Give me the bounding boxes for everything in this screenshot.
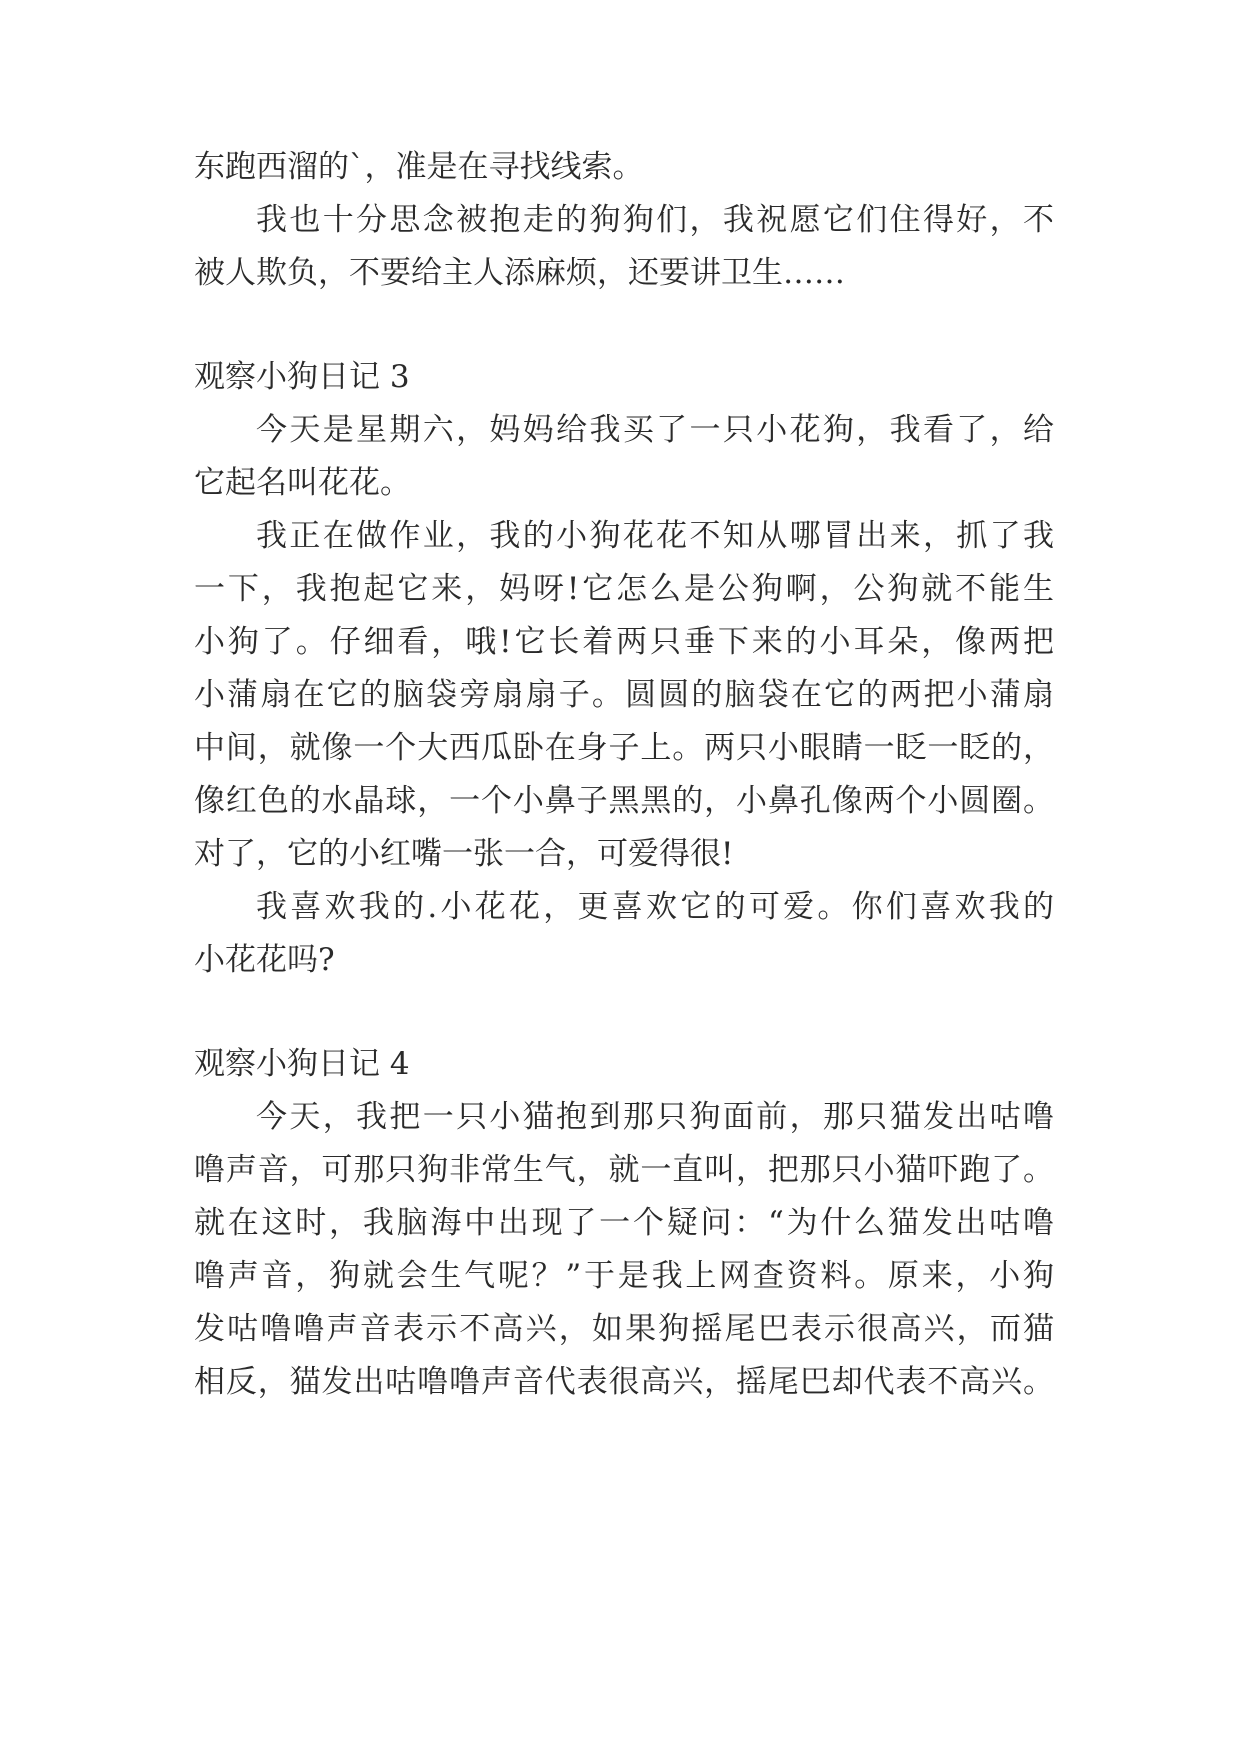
paragraph-line: 小狗了。仔细看，哦!它长着两只垂下来的小耳朵，像两把 [194,624,1054,660]
paragraph-line: 我喜欢我的.小花花，更喜欢它的可爱。你们喜欢我的 [256,889,1054,925]
paragraph-line: 相反，猫发出咕噜噜声音代表很高兴，摇尾巴却代表不高兴。 [194,1364,1054,1400]
paragraph-line: 对了，它的小红嘴一张一合，可爱得很! [194,836,734,872]
paragraph-line: 它起名叫花花。 [194,465,411,501]
paragraph-line: 发咕噜噜声音表示不高兴，如果狗摇尾巴表示很高兴，而猫 [194,1311,1054,1347]
paragraph-line: 我也十分思念被抱走的狗狗们，我祝愿它们住得好，不 [256,202,1054,238]
paragraph-line: 就在这时，我脑海中出现了一个疑问：“为什么猫发出咕噜 [194,1205,1054,1241]
paragraph-line: 像红色的水晶球，一个小鼻子黑黑的，小鼻孔像两个小圆圈。 [194,783,1054,819]
paragraph-line: 一下，我抱起它来，妈呀!它怎么是公狗啊，公狗就不能生 [194,571,1054,607]
paragraph-line: 小花花吗? [194,942,335,978]
section-title: 观察小狗日记 4 [194,1046,410,1082]
paragraph-line: 小蒲扇在它的脑袋旁扇扇子。圆圆的脑袋在它的两把小蒲扇 [194,677,1054,713]
paragraph-line: 我正在做作业，我的小狗花花不知从哪冒出来，抓了我 [256,518,1054,554]
paragraph-line: 今天是星期六，妈妈给我买了一只小花狗，我看了，给 [256,412,1054,448]
paragraph-line: 东跑西溜的`，准是在寻找线索。 [194,149,644,185]
section-title: 观察小狗日记 3 [194,359,410,395]
paragraph-line: 中间，就像一个大西瓜卧在身子上。两只小眼睛一眨一眨的， [194,730,1054,766]
paragraph-line: 噜声音，狗就会生气呢？”于是我上网查资料。原来，小狗 [194,1258,1054,1294]
paragraph-line: 被人欺负，不要给主人添麻烦，还要讲卫生…… [194,255,845,291]
paragraph-line: 今天，我把一只小猫抱到那只狗面前，那只猫发出咕噜 [256,1099,1054,1135]
paragraph-line: 噜声音，可那只狗非常生气，就一直叫，把那只小猫吓跑了。 [194,1152,1054,1188]
